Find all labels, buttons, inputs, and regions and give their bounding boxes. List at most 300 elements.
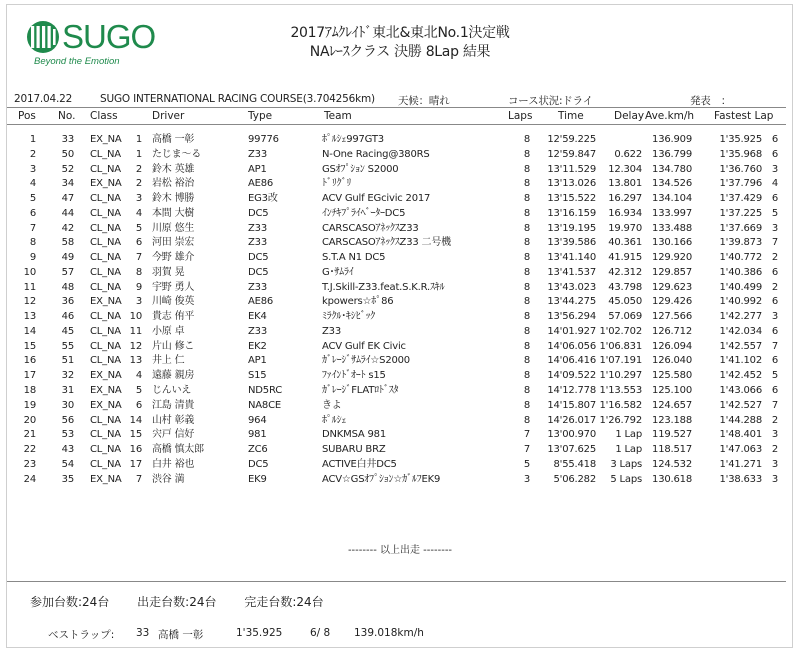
cell-pos: 24 bbox=[23, 473, 36, 485]
cell-class-pos: 11 bbox=[129, 325, 142, 337]
cell-class-pos: 15 bbox=[129, 429, 142, 441]
cell-class-pos: 3 bbox=[135, 193, 142, 205]
cell-delay: 1 Lap bbox=[615, 429, 642, 441]
cell-fastest-lap: 1'48.401 bbox=[719, 429, 762, 441]
cell-laps: 8 bbox=[523, 370, 530, 382]
cell-avg-speed: 130.618 bbox=[652, 473, 692, 485]
finish-note: -------- 以上出走 -------- bbox=[347, 545, 453, 556]
cell-fastest-lap: 1'40.772 bbox=[719, 252, 762, 264]
cell-class-pos: 8 bbox=[135, 266, 142, 278]
cell-team: SUBARU BRZ bbox=[322, 444, 386, 456]
cell-time: 5'06.282 bbox=[553, 473, 596, 485]
cell-delay: 12.304 bbox=[608, 163, 642, 175]
cell-no: 50 bbox=[61, 148, 74, 160]
cell-fastest-lap: 1'35.968 bbox=[719, 148, 762, 160]
cell-pos: 3 bbox=[29, 163, 36, 175]
cell-pos: 21 bbox=[23, 429, 36, 441]
cell-class: CL_NA bbox=[90, 281, 121, 293]
cell-class-pos: 7 bbox=[135, 252, 142, 264]
cell-avg-speed: 133.488 bbox=[652, 222, 692, 234]
cell-team: ﾄﾞﾘｸﾞﾘ bbox=[322, 178, 352, 190]
cell-team: きよ bbox=[322, 399, 342, 411]
cell-class: CL_NA bbox=[90, 266, 121, 278]
cell-fastest-lap-no: 6 bbox=[771, 148, 778, 160]
entry-counts bbox=[30, 593, 348, 610]
cell-class-pos: 17 bbox=[129, 458, 142, 470]
cell-time: 13'44.275 bbox=[547, 296, 596, 308]
cell-fastest-lap-no: 5 bbox=[771, 207, 778, 219]
cell-type: 981 bbox=[248, 429, 267, 441]
cell-fastest-lap-no: 3 bbox=[771, 163, 778, 175]
cell-type: Z33 bbox=[248, 325, 267, 337]
cell-class-pos: 12 bbox=[129, 340, 142, 352]
cell-driver: 河田 崇宏 bbox=[152, 237, 195, 249]
cell-laps: 8 bbox=[523, 296, 530, 308]
cell-type: Z33 bbox=[248, 222, 267, 234]
cell-time: 14'12.778 bbox=[547, 385, 596, 397]
cell-fastest-lap: 1'36.760 bbox=[719, 163, 762, 175]
cell-avg-speed: 124.532 bbox=[652, 458, 692, 470]
cell-avg-speed: 126.094 bbox=[652, 340, 692, 352]
cell-laps: 7 bbox=[523, 444, 530, 456]
cell-type: AP1 bbox=[248, 355, 267, 367]
cell-fastest-lap: 1'38.633 bbox=[719, 473, 762, 485]
cell-delay: 43.798 bbox=[608, 281, 642, 293]
cell-driver: 江島 清貴 bbox=[152, 399, 195, 411]
cell-fastest-lap-no: 7 bbox=[771, 237, 778, 249]
table-row bbox=[0, 281, 800, 296]
cell-team: GSｵﾌﾟｼｮﾝ S2000 bbox=[322, 163, 399, 175]
cell-delay: 57.069 bbox=[608, 311, 642, 323]
cell-time: 14'15.807 bbox=[547, 399, 596, 411]
cell-no: 52 bbox=[61, 163, 74, 175]
col-time: Time bbox=[558, 110, 584, 122]
cell-laps: 3 bbox=[523, 473, 530, 485]
cell-class-pos: 10 bbox=[129, 311, 142, 323]
cell-avg-speed: 118.517 bbox=[652, 444, 692, 456]
cell-team: ｲﾝﾁｷﾌﾟﾗｲﾍﾞｰﾀｰDC5 bbox=[322, 207, 406, 219]
cell-type: ND5RC bbox=[248, 385, 282, 397]
cell-fastest-lap: 1'41.102 bbox=[719, 355, 762, 367]
cell-class: CL_NA bbox=[90, 148, 121, 160]
cell-pos: 12 bbox=[23, 296, 36, 308]
cell-driver: 小原 卓 bbox=[152, 325, 185, 337]
cell-class-pos: 14 bbox=[129, 414, 142, 426]
cell-time: 13'19.195 bbox=[547, 222, 596, 234]
cell-pos: 23 bbox=[23, 458, 36, 470]
cell-avg-speed: 129.857 bbox=[652, 266, 692, 278]
table-row bbox=[0, 414, 800, 429]
cell-fastest-lap: 1'40.386 bbox=[719, 266, 762, 278]
cell-fastest-lap: 1'35.925 bbox=[719, 134, 762, 145]
cell-class-pos: 5 bbox=[135, 222, 142, 234]
cell-avg-speed: 129.623 bbox=[652, 281, 692, 293]
cell-type: DC5 bbox=[248, 252, 269, 264]
cell-team: ｶﾞﾚｰｼﾞｻﾑﾗｲ☆S2000 bbox=[322, 355, 410, 367]
cell-pos: 16 bbox=[23, 355, 36, 367]
cell-fastest-lap-no: 5 bbox=[771, 370, 778, 382]
cell-driver: 鈴木 英雄 bbox=[152, 163, 195, 175]
event-title: 2017ｱﾑｸﾚｲﾄﾞ東北&東北No.1決定戦 bbox=[290, 25, 510, 41]
cell-pos: 4 bbox=[29, 178, 36, 190]
table-row bbox=[0, 222, 800, 237]
race-title: NAﾚｰｽクラス 決勝 8Lap 結果 bbox=[309, 44, 491, 60]
cell-fastest-lap-no: 2 bbox=[771, 414, 778, 426]
cell-avg-speed: 134.104 bbox=[652, 193, 692, 205]
cell-delay: 5 Laps bbox=[610, 473, 642, 485]
col-delay: Delay bbox=[614, 110, 645, 122]
cell-time: 13'11.529 bbox=[547, 163, 596, 175]
cell-driver: 本間 大樹 bbox=[152, 207, 195, 219]
cell-laps: 8 bbox=[523, 222, 530, 234]
cell-pos: 17 bbox=[23, 370, 36, 382]
col-driver: Driver bbox=[152, 110, 185, 122]
cell-no: 57 bbox=[61, 266, 74, 278]
table-row bbox=[0, 443, 800, 458]
cell-delay: 1'06.831 bbox=[599, 340, 642, 352]
cell-no: 56 bbox=[61, 414, 74, 426]
cell-laps: 8 bbox=[523, 385, 530, 397]
cell-class-pos: 1 bbox=[135, 134, 142, 145]
cell-team: ﾎﾟﾙｼｪ997GT3 bbox=[322, 134, 384, 145]
cell-laps: 8 bbox=[523, 134, 530, 145]
col-type: Type bbox=[248, 110, 273, 122]
cell-delay: 45.050 bbox=[608, 296, 642, 308]
cell-delay: 1'26.792 bbox=[599, 414, 642, 426]
cell-no: 55 bbox=[61, 340, 74, 352]
cell-laps: 8 bbox=[523, 163, 530, 175]
cell-time: 12'59.225 bbox=[547, 134, 596, 145]
cell-class: CL_NA bbox=[90, 355, 121, 367]
cell-no: 44 bbox=[61, 207, 74, 219]
cell-class: CL_NA bbox=[90, 325, 121, 337]
cell-class: CL_NA bbox=[90, 252, 121, 264]
cell-no: 46 bbox=[61, 311, 74, 323]
cell-fastest-lap: 1'44.288 bbox=[719, 414, 762, 426]
table-row bbox=[0, 369, 800, 384]
cell-driver: 岩松 裕治 bbox=[152, 178, 195, 190]
cell-delay: 1'13.553 bbox=[599, 385, 642, 397]
cell-avg-speed: 125.100 bbox=[652, 385, 692, 397]
starters-count: 出走台数:24台 bbox=[137, 595, 217, 609]
finishers-count: 完走台数:24台 bbox=[244, 595, 324, 609]
cell-type: 964 bbox=[248, 414, 267, 426]
cell-fastest-lap-no: 3 bbox=[771, 473, 778, 485]
cell-time: 13'39.586 bbox=[547, 237, 596, 249]
cell-class: CL_NA bbox=[90, 237, 121, 249]
course-name: SUGO INTERNATIONAL RACING COURSE(3.704256km) bbox=[100, 93, 375, 105]
cell-driver: 山村 彰義 bbox=[152, 414, 195, 426]
cell-fastest-lap-no: 6 bbox=[771, 355, 778, 367]
cell-type: EG3改 bbox=[248, 193, 278, 205]
cell-pos: 11 bbox=[23, 281, 36, 293]
table-row bbox=[0, 163, 800, 178]
cell-type: DC5 bbox=[248, 207, 269, 219]
cell-team: ACV☆GSｵﾌﾟｼｮﾝ☆ｶﾞﾙﾌEK9 bbox=[322, 473, 441, 485]
cell-fastest-lap-no: 3 bbox=[771, 222, 778, 234]
cell-class-pos: 9 bbox=[135, 281, 142, 293]
cell-fastest-lap-no: 2 bbox=[771, 281, 778, 293]
table-row bbox=[0, 384, 800, 399]
best-lap-time: 1'35.925 bbox=[236, 627, 283, 639]
cell-avg-speed: 136.909 bbox=[652, 134, 692, 145]
cell-driver: 渋谷 満 bbox=[152, 473, 185, 485]
col-fastest-lap: Fastest Lap bbox=[714, 110, 774, 122]
cell-fastest-lap-no: 6 bbox=[771, 385, 778, 397]
cell-delay: 13.801 bbox=[608, 178, 642, 190]
cell-type: EK2 bbox=[248, 340, 267, 352]
cell-team: ﾐﾗｸﾙ･ｷｼﾋﾞｯｸ bbox=[322, 311, 376, 323]
cell-fastest-lap-no: 3 bbox=[771, 429, 778, 441]
cell-time: 13'56.294 bbox=[547, 311, 596, 323]
cell-time: 14'26.017 bbox=[547, 414, 596, 426]
cell-no: 49 bbox=[61, 252, 74, 264]
cell-type: Z33 bbox=[248, 281, 267, 293]
cell-team: N-One Racing@380RS bbox=[322, 148, 430, 160]
table-row bbox=[0, 340, 800, 355]
cell-no: 53 bbox=[61, 429, 74, 441]
cell-type: DC5 bbox=[248, 266, 269, 278]
cell-delay: 42.312 bbox=[608, 266, 642, 278]
cell-pos: 8 bbox=[29, 237, 36, 249]
cell-type: Z33 bbox=[248, 148, 267, 160]
cell-avg-speed: 123.188 bbox=[652, 414, 692, 426]
cell-time: 13'41.140 bbox=[547, 252, 596, 264]
best-lap-speed: 139.018km/h bbox=[354, 627, 424, 639]
col-avg-speed: Ave.km/h bbox=[645, 110, 695, 122]
cell-class-pos: 1 bbox=[135, 148, 142, 160]
best-lap-label: ベストラップ: bbox=[48, 629, 115, 641]
cell-fastest-lap-no: 7 bbox=[771, 399, 778, 411]
divider bbox=[7, 581, 786, 582]
race-date: 2017.04.22 bbox=[14, 93, 73, 105]
results-table bbox=[0, 133, 800, 487]
cell-driver: 白井 裕也 bbox=[152, 458, 195, 470]
cell-fastest-lap: 1'47.063 bbox=[719, 444, 762, 456]
cell-delay: 1'02.702 bbox=[599, 325, 642, 337]
cell-fastest-lap: 1'42.527 bbox=[719, 399, 762, 411]
cell-team: kpowers☆ﾎﾟ86 bbox=[322, 296, 394, 308]
cell-team: ﾌｧｲﾝﾄﾞｵｰﾄ s15 bbox=[322, 370, 386, 382]
cell-class: EX_NA bbox=[90, 296, 122, 308]
cell-delay: 16.934 bbox=[608, 207, 642, 219]
cell-team: ACTIVE白井DC5 bbox=[322, 458, 397, 470]
cell-type: NA8CE bbox=[248, 399, 281, 411]
cell-team: ﾎﾟﾙｼｪ bbox=[322, 414, 347, 426]
table-row bbox=[0, 251, 800, 266]
cell-no: 48 bbox=[61, 281, 74, 293]
cell-pos: 10 bbox=[23, 266, 36, 278]
cell-delay: 1'10.297 bbox=[599, 370, 642, 382]
cell-pos: 6 bbox=[29, 207, 36, 219]
cell-driver: 貴志 侑平 bbox=[152, 311, 195, 323]
cell-laps: 8 bbox=[523, 193, 530, 205]
cell-class-pos: 6 bbox=[135, 237, 142, 249]
cell-delay: 40.361 bbox=[608, 237, 642, 249]
cell-delay: 16.297 bbox=[608, 193, 642, 205]
cell-no: 42 bbox=[61, 222, 74, 234]
cell-no: 31 bbox=[61, 385, 74, 397]
cell-avg-speed: 126.712 bbox=[652, 325, 692, 337]
cell-avg-speed: 134.526 bbox=[652, 178, 692, 190]
cell-laps: 8 bbox=[523, 252, 530, 264]
cell-team: CARSCASOｱﾈｯｸｽZ33 二号機 bbox=[322, 237, 451, 249]
table-row bbox=[0, 177, 800, 192]
cell-class: CL_NA bbox=[90, 222, 121, 234]
cell-avg-speed: 130.166 bbox=[652, 237, 692, 249]
cell-no: 45 bbox=[61, 325, 74, 337]
cell-laps: 8 bbox=[523, 311, 530, 323]
cell-fastest-lap: 1'41.271 bbox=[719, 458, 762, 470]
cell-no: 35 bbox=[61, 473, 74, 485]
cell-class: EX_NA bbox=[90, 178, 122, 190]
cell-driver: 今野 雄介 bbox=[152, 252, 195, 264]
cell-driver: 川原 悠生 bbox=[152, 222, 195, 234]
cell-class: CL_NA bbox=[90, 458, 121, 470]
cell-fastest-lap-no: 4 bbox=[771, 178, 778, 190]
cell-laps: 7 bbox=[523, 429, 530, 441]
cell-type: S15 bbox=[248, 370, 267, 382]
cell-avg-speed: 129.426 bbox=[652, 296, 692, 308]
cell-time: 13'00.970 bbox=[547, 429, 596, 441]
cell-delay: 1 Lap bbox=[615, 444, 642, 456]
divider bbox=[7, 107, 786, 108]
cell-no: 36 bbox=[61, 296, 74, 308]
cell-class: CL_NA bbox=[90, 163, 121, 175]
cell-type: EK9 bbox=[248, 473, 267, 485]
cell-team: DNKMSA 981 bbox=[322, 429, 387, 441]
cell-time: 13'13.026 bbox=[547, 178, 596, 190]
table-row bbox=[0, 207, 800, 222]
cell-time: 14'09.522 bbox=[547, 370, 596, 382]
table-row bbox=[0, 148, 800, 163]
cell-class: CL_NA bbox=[90, 444, 121, 456]
cell-no: 33 bbox=[61, 134, 74, 145]
cell-class-pos: 7 bbox=[135, 473, 142, 485]
table-row bbox=[0, 354, 800, 369]
cell-laps: 8 bbox=[523, 325, 530, 337]
cell-time: 14'06.056 bbox=[547, 340, 596, 352]
cell-avg-speed: 124.657 bbox=[652, 399, 692, 411]
cell-class: EX_NA bbox=[90, 385, 122, 397]
cell-pos: 19 bbox=[23, 399, 36, 411]
announce-time: 発表 ： bbox=[690, 95, 732, 107]
cell-fastest-lap-no: 3 bbox=[771, 458, 778, 470]
cell-driver: じんいえ bbox=[152, 385, 192, 397]
cell-fastest-lap: 1'42.034 bbox=[719, 325, 762, 337]
cell-team: CARSCASOｱﾈｯｸｽZ33 bbox=[322, 222, 419, 234]
cell-no: 54 bbox=[61, 458, 74, 470]
cell-delay: 0.622 bbox=[614, 148, 642, 160]
cell-time: 14'01.927 bbox=[547, 325, 596, 337]
cell-laps: 5 bbox=[523, 458, 530, 470]
weather: 天候：晴れ bbox=[398, 95, 450, 107]
cell-fastest-lap: 1'37.225 bbox=[719, 207, 762, 219]
table-row bbox=[0, 399, 800, 414]
cell-delay: 3 Laps bbox=[610, 458, 642, 470]
table-row bbox=[0, 473, 800, 488]
cell-time: 13'43.023 bbox=[547, 281, 596, 293]
cell-type: 99776 bbox=[248, 134, 279, 145]
cell-class: CL_NA bbox=[90, 207, 121, 219]
cell-no: 58 bbox=[61, 237, 74, 249]
cell-laps: 8 bbox=[523, 399, 530, 411]
cell-laps: 8 bbox=[523, 281, 530, 293]
cell-type: Z33 bbox=[248, 237, 267, 249]
cell-type: ZC6 bbox=[248, 444, 268, 456]
cell-driver: 宇野 勇人 bbox=[152, 281, 195, 293]
cell-class-pos: 4 bbox=[135, 207, 142, 219]
cell-fastest-lap-no: 3 bbox=[771, 311, 778, 323]
cell-class-pos: 16 bbox=[129, 444, 142, 456]
cell-laps: 8 bbox=[523, 148, 530, 160]
cell-no: 43 bbox=[61, 444, 74, 456]
cell-driver: 井上 仁 bbox=[152, 355, 185, 367]
cell-driver: 遠藤 親房 bbox=[152, 370, 195, 382]
cell-team: ACV Gulf EGcivic 2017 bbox=[322, 193, 431, 205]
cell-pos: 9 bbox=[29, 252, 36, 264]
table-row bbox=[0, 325, 800, 340]
cell-laps: 8 bbox=[523, 340, 530, 352]
logo-tagline: Beyond the Emotion bbox=[34, 56, 120, 67]
cell-time: 14'06.416 bbox=[547, 355, 596, 367]
cell-fastest-lap: 1'40.499 bbox=[719, 281, 762, 293]
table-row bbox=[0, 295, 800, 310]
cell-fastest-lap: 1'37.796 bbox=[719, 178, 762, 190]
cell-driver: たじま～る bbox=[152, 148, 201, 160]
cell-time: 13'16.159 bbox=[547, 207, 596, 219]
cell-fastest-lap: 1'42.452 bbox=[719, 370, 762, 382]
cell-class-pos: 4 bbox=[135, 370, 142, 382]
cell-class-pos: 13 bbox=[129, 355, 142, 367]
cell-avg-speed: 119.527 bbox=[652, 429, 692, 441]
cell-type: AE86 bbox=[248, 178, 274, 190]
cell-driver: 羽賀 晃 bbox=[152, 266, 185, 278]
cell-driver: 高橋 慎太郎 bbox=[152, 444, 204, 456]
cell-type: DC5 bbox=[248, 458, 269, 470]
cell-class-pos: 2 bbox=[135, 163, 142, 175]
cell-time: 8'55.418 bbox=[553, 458, 596, 470]
cell-driver: 片山 修こ bbox=[152, 340, 195, 352]
cell-pos: 5 bbox=[29, 193, 36, 205]
entries-count: 参加台数:24台 bbox=[30, 595, 110, 609]
table-row bbox=[0, 458, 800, 473]
cell-team: S.T.A N1 DC5 bbox=[322, 252, 386, 264]
cell-laps: 8 bbox=[523, 355, 530, 367]
cell-class: CL_NA bbox=[90, 340, 121, 352]
col-class: Class bbox=[90, 110, 118, 122]
cell-laps: 8 bbox=[523, 414, 530, 426]
cell-class-pos: 3 bbox=[135, 296, 142, 308]
cell-avg-speed: 129.920 bbox=[652, 252, 692, 264]
cell-laps: 8 bbox=[523, 237, 530, 249]
cell-no: 34 bbox=[61, 178, 74, 190]
col-team: Team bbox=[324, 110, 352, 122]
cell-fastest-lap: 1'43.066 bbox=[719, 385, 762, 397]
cell-team: G･ｻﾑﾗｲ bbox=[322, 266, 354, 278]
cell-class-pos: 6 bbox=[135, 399, 142, 411]
cell-team: ｶﾞﾚｰｼﾞFLATﾛﾄﾞｽﾀ bbox=[322, 385, 399, 397]
cell-delay: 1'07.191 bbox=[599, 355, 642, 367]
logo-wordmark: SUGO bbox=[62, 18, 156, 55]
cell-class: CL_NA bbox=[90, 414, 121, 426]
cell-fastest-lap: 1'39.873 bbox=[719, 237, 762, 249]
cell-delay: 41.915 bbox=[608, 252, 642, 264]
cell-laps: 8 bbox=[523, 178, 530, 190]
table-row bbox=[0, 266, 800, 281]
cell-fastest-lap: 1'42.277 bbox=[719, 311, 762, 323]
cell-fastest-lap-no: 6 bbox=[771, 134, 778, 145]
